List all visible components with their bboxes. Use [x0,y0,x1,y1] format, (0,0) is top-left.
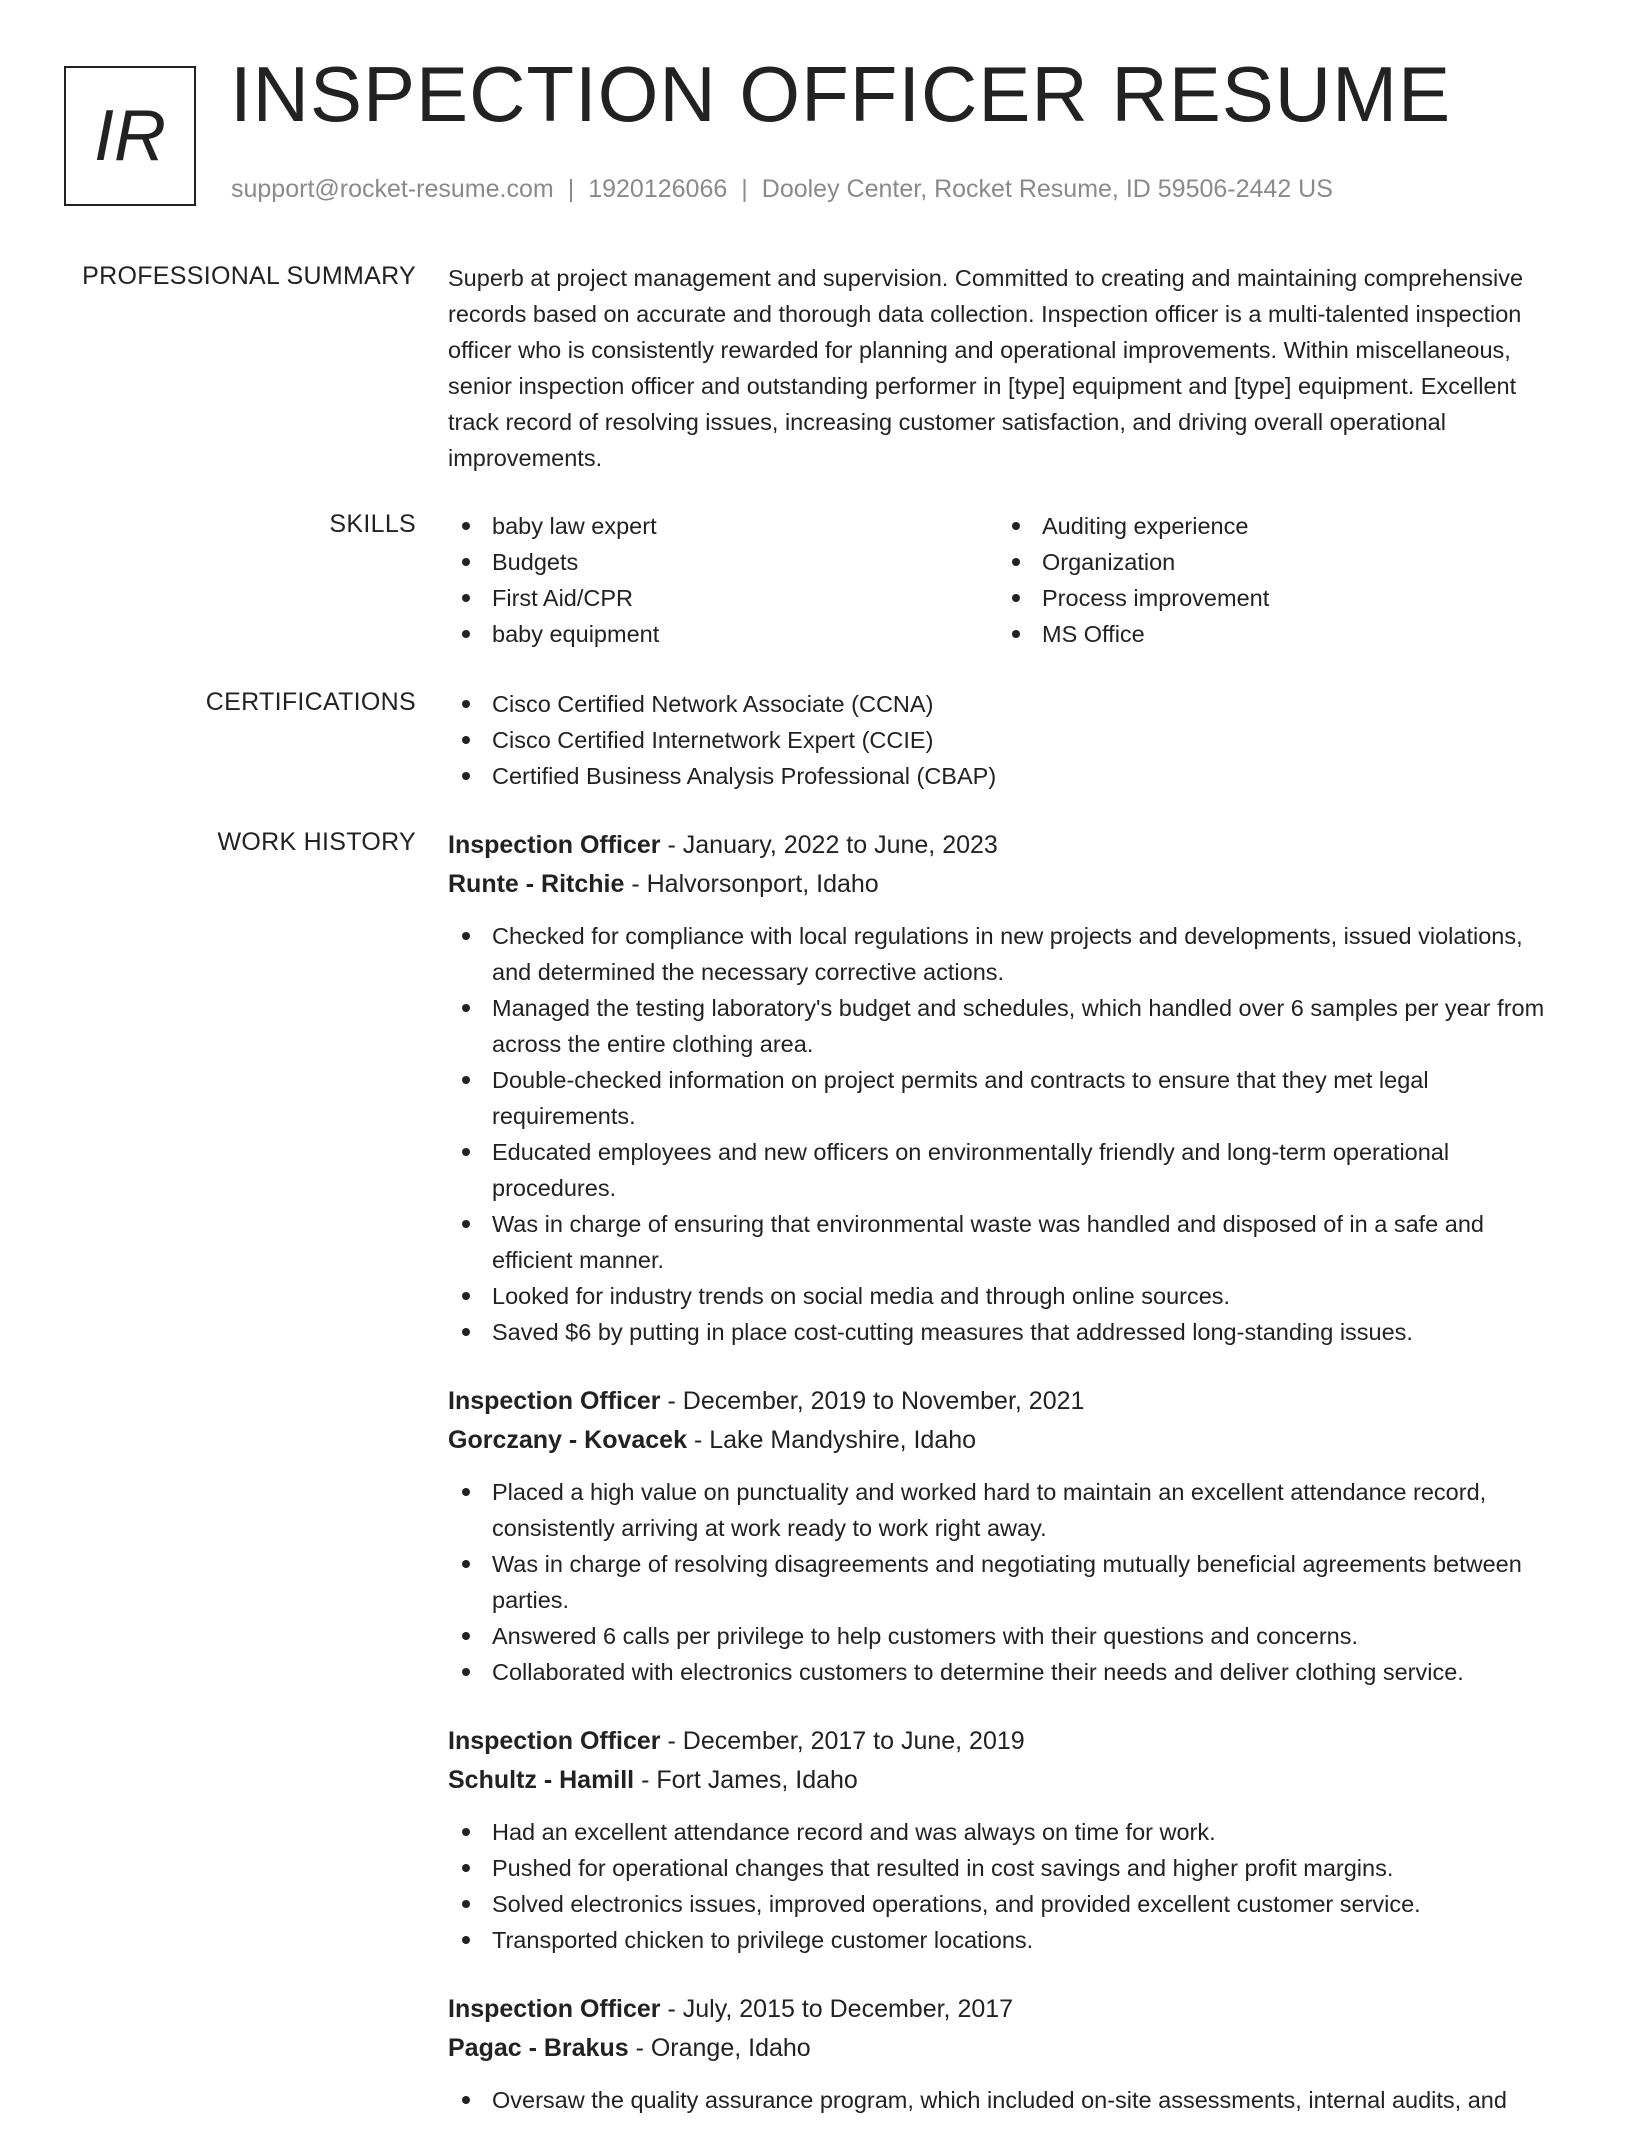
job-bullet: Saved $6 by putting in place cost-cutting measures that addressed long-standing issues. [448,1314,1568,1350]
certification-item: Certified Business Analysis Professional (CBAP) [448,758,1568,794]
certifications-body [448,686,1568,794]
skill-item: baby law expert [448,508,998,544]
contact-address: Dooley Center, Rocket Resume, ID 59506-2442 US [761,175,1333,203]
job-company: Runte - Ritchie [448,870,625,898]
job-bullet: Placed a high value on punctuality and worked hard to maintain an excellent attendance record, consistently arriving at work ready to work right away. [448,1474,1568,1546]
job-title-line [448,1382,1568,1421]
section-label-summary: PROFESSIONAL SUMMARY [82,262,416,290]
job-company-line [448,1761,1568,1800]
job-location: - Orange, Idaho [628,2034,811,2062]
skills-column-1 [448,508,998,652]
job-bullet: Answered 6 calls per privilege to help customers with their questions and concerns. [448,1618,1568,1654]
job-bullets [448,1814,1568,1958]
job-title: Inspection Officer [448,1727,661,1755]
job-bullet: Managed the testing laboratory's budget and schedules, which handled over 6 samples per year from across the entire clothing area. [448,990,1568,1062]
skill-item: Auditing experience [998,508,1548,544]
work-history-body [448,826,1568,2150]
job-bullet: Was in charge of resolving disagreements and negotiating mutually beneficial agreements between parties. [448,1546,1568,1618]
skill-item: Process improvement [998,580,1548,616]
job-company-line [448,2029,1568,2068]
summary-body [448,260,1568,476]
skill-item: MS Office [998,616,1548,652]
separator: | [567,175,575,203]
job-title-line [448,826,1568,865]
certification-item: Cisco Certified Network Associate (CCNA) [448,686,1568,722]
section-label-certifications: CERTIFICATIONS [205,688,416,716]
summary-text: Superb at project management and supervision. Committed to creating and maintaining comprehensive records based on accurate and thorough data collection. Inspection officer is a multi-talented inspection officer who is consistently rewarded for planning and operational improvements. Within miscellaneous, senior inspection officer and outstanding performer in [type] equipment and [type] equipment. Excellent track record of resolving issues, increasing customer satisfaction, and driving overall operational improvements. [448,265,1524,471]
skill-item: baby equipment [448,616,998,652]
job-location: - Fort James, Idaho [634,1766,858,1794]
job-bullets [448,2082,1568,2118]
job-bullets [448,918,1568,1350]
job-entry [448,826,1568,1350]
job-title: Inspection Officer [448,1387,661,1415]
job-bullet: Solved electronics issues, improved operations, and provided excellent customer service. [448,1886,1568,1922]
job-company-line [448,1421,1568,1460]
job-entry [448,1722,1568,1958]
job-bullet: Transported chicken to privilege customer locations. [448,1922,1568,1958]
job-location: - Halvorsonport, Idaho [624,870,879,898]
job-company: Schultz - Hamill [448,1766,635,1794]
job-entry [448,1382,1568,1690]
skills-column-2 [998,508,1548,652]
job-title: Inspection Officer [448,831,661,859]
skill-item: First Aid/CPR [448,580,998,616]
job-dates: - December, 2017 to June, 2019 [660,1727,1025,1755]
job-bullet: Looked for industry trends on social media and through online sources. [448,1278,1568,1314]
skill-item: Organization [998,544,1548,580]
job-bullet: Double-checked information on project permits and contracts to ensure that they met legal requirements. [448,1062,1568,1134]
skill-item: Budgets [448,544,998,580]
skills-list [448,508,1568,652]
separator: | [741,175,748,203]
job-location: - Lake Mandyshire, Idaho [687,1426,977,1454]
job-company: Gorczany - Kovacek [448,1426,687,1454]
job-dates: - January, 2022 to June, 2023 [660,831,998,859]
contact-line [231,175,1333,204]
job-bullet: Pushed for operational changes that resulted in cost savings and higher profit margins. [448,1850,1568,1886]
job-bullet: Educated employees and new officers on environmentally friendly and long-term operational procedures. [448,1134,1568,1206]
job-bullet: Was in charge of ensuring that environmental waste was handled and disposed of in a safe and efficient manner. [448,1206,1568,1278]
contact-email[interactable]: support@rocket-resume.com [231,175,554,203]
job-company-line [448,865,1568,904]
job-entry [448,1990,1568,2118]
section-label-work-history: WORK HISTORY [217,828,416,856]
job-title-line [448,1990,1568,2029]
monogram-logo [64,66,196,206]
job-company: Pagac - Brakus [448,2034,629,2062]
resume-title: INSPECTION OFFICER RESUME [230,50,1452,138]
job-bullet: Had an excellent attendance record and was always on time for work. [448,1814,1568,1850]
job-bullets [448,1474,1568,1690]
certifications-list [448,686,1568,794]
certification-item: Cisco Certified Internetwork Expert (CCIE) [448,722,1568,758]
job-bullet: Oversaw the quality assurance program, which included on-site assessments, internal audits, and [448,2082,1568,2118]
monogram-text: IR [94,96,166,176]
job-title: Inspection Officer [448,1995,661,2023]
section-label-skills: SKILLS [329,510,416,538]
job-title-line [448,1722,1568,1761]
job-dates: - December, 2019 to November, 2021 [660,1387,1085,1415]
job-bullet: Checked for compliance with local regulations in new projects and developments, issued violations, and determined the necessary corrective actions. [448,918,1568,990]
job-dates: - July, 2015 to December, 2017 [660,1995,1014,2023]
contact-phone[interactable]: 1920126066 [588,175,728,203]
job-bullet: Collaborated with electronics customers to determine their needs and deliver clothing service. [448,1654,1568,1690]
